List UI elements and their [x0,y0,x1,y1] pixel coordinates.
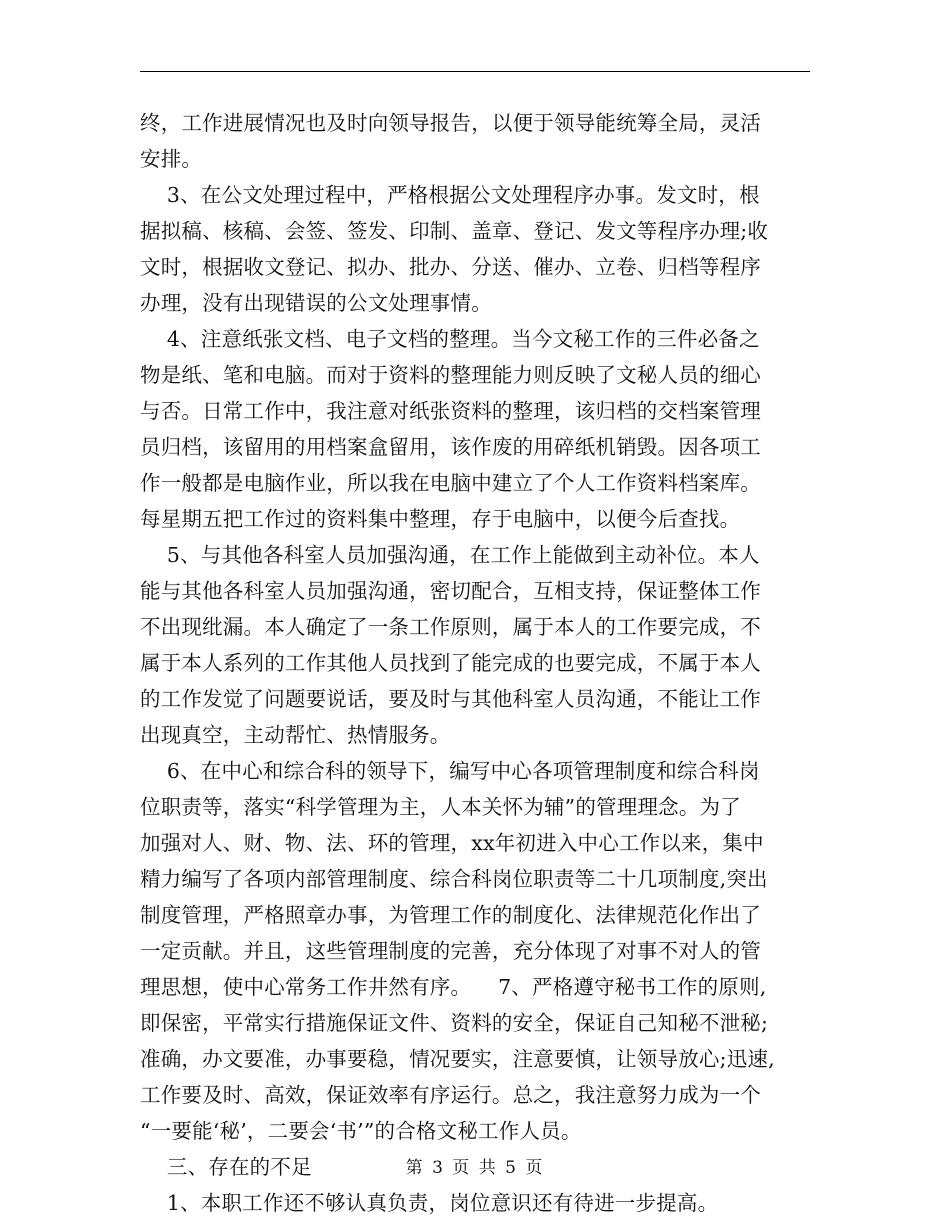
text-line: 安排。 [140,147,203,171]
text-line: 6、在中心和综合科的领导下，编写中心各项管理制度和综合科岗 [140,759,760,783]
text-line: 与否。日常工作中，我注意对纸张资料的整理，该归档的交档案管理 [140,399,761,423]
document-body [140,105,820,1221]
text-line: 能与其他各科室人员加强沟通，密切配合，互相支持，保证整体工作 [140,579,761,603]
text-line: 1、本职工作还不够认真负责，岗位意识还有待进一步提高。 [140,1191,719,1215]
text-line: 每星期五把工作过的资料集中整理，存于电脑中，以便今后查找。 [140,507,741,531]
text-line: 的工作发觉了问题要说话，要及时与其他科室人员沟通，不能让工作 [140,687,761,711]
text-line: 准确，办文要准，办事要稳，情况要实，注意要慎，让领导放心;迅速, [140,1047,775,1071]
text-line: 员归档，该留用的用档案盒留用，该作废的用碎纸机销毁。因各项工 [140,435,761,459]
text-line: 属于本人系列的工作其他人员找到了能完成的也要完成，不属于本人 [140,651,761,675]
text-line: 不出现纰漏。本人确定了一条工作原则，属于本人的工作要完成，不 [140,615,761,639]
text-line: 物是纸、笔和电脑。而对于资料的整理能力则反映了文秘人员的细心 [140,363,761,387]
text-line: 即保密，平常实行措施保证文件、资料的安全，保证自己知秘不泄秘; [140,1011,769,1035]
text-line: 加强对人、财、物、法、环的管理，xx年初进入中心工作以来，集中 [140,831,764,855]
page-number-footer: 第 3 页 共 5 页 [405,1158,545,1178]
text-line: 据拟稿、核稿、会签、签发、印制、盖章、登记、发文等程序办理;收 [140,219,769,243]
text-line: 4、注意纸张文档、电子文档的整理。当今文秘工作的三件必备之 [140,327,760,351]
text-line: 出现真空，主动帮忙、热情服务。 [140,723,451,747]
text-line: 5、与其他各科室人员加强沟通，在工作上能做到主动补位。本人 [140,543,760,567]
text-line: 理思想，使中心常务工作井然有序。 7、严格遵守秘书工作的原则, [140,975,767,999]
text-line: 文时，根据收文登记、拟办、批办、分送、催办、立卷、归档等程序 [140,255,761,279]
text-line: 作一般都是电脑作业，所以我在电脑中建立了个人工作资料档案库。 [140,471,761,495]
text-line: 一定贡献。并且，这些管理制度的完善，充分体现了对事不对人的管 [140,939,761,963]
text-line: 3、在公文处理过程中，严格根据公文处理程序办事。发文时，根 [140,183,760,207]
text-line: 三、存在的不足 [140,1155,312,1179]
header-rule [140,71,810,72]
text-line: 工作要及时、高效，保证效率有序运行。总之，我注意努力成为一个 [140,1083,761,1107]
text-line: 终，工作进展情况也及时向领导报告，以便于领导能统筹全局，灵活 [140,111,761,135]
text-line: 办理，没有出现错误的公文处理事情。 [140,291,492,315]
text-line: 精力编写了各项内部管理制度、综合科岗位职责等二十几项制度,突出 [140,867,768,891]
text-line: 制度管理，严格照章办事，为管理工作的制度化、法律规范化作出了 [140,903,761,927]
text-line: 位职责等，落实“科学管理为主，人本关怀为辅”的管理理念。为了 [140,795,741,819]
text-line: “一要能‘秘’，二要会‘书’”的合格文秘工作人员。 [140,1119,582,1143]
